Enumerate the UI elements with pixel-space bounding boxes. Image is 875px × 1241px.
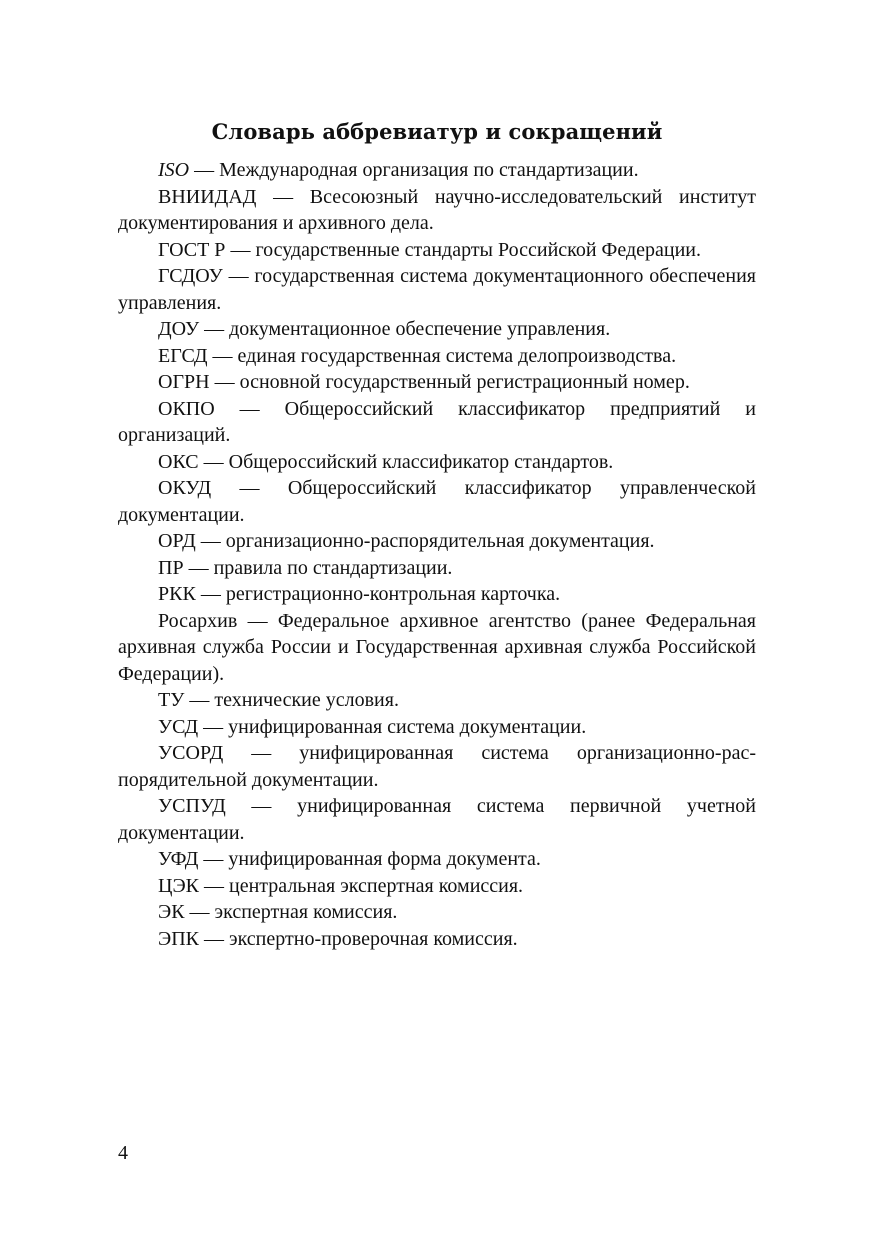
abbreviation-definition: — унифицированная система организационно-распорядительной документации. bbox=[118, 742, 756, 791]
abbreviation-definition: — унифицированная система первичной учетной документации. bbox=[118, 795, 756, 844]
list-item bbox=[118, 528, 756, 555]
abbreviation-definition: — основной государственный регистрационный номер. bbox=[209, 371, 690, 393]
list-item bbox=[118, 740, 756, 793]
abbreviation-term: ГОСТ Р bbox=[158, 238, 226, 261]
list-item bbox=[118, 237, 756, 264]
document-page bbox=[118, 115, 756, 952]
abbreviation-definition: — единая государственная система делопроизводства. bbox=[207, 344, 677, 367]
list-item bbox=[118, 899, 756, 926]
abbreviation-term: УСПУД bbox=[158, 795, 226, 817]
abbreviation-definition: — унифицированная форма документа. bbox=[198, 848, 541, 870]
list-item bbox=[118, 343, 756, 370]
abbreviation-definition: — Международная организация по стандартизации. bbox=[189, 159, 639, 181]
abbreviation-term: УФД bbox=[158, 848, 199, 870]
abbreviation-term: ПР bbox=[158, 556, 184, 579]
abbreviation-term: ОКУД bbox=[158, 477, 212, 499]
abbreviation-definition: — экспертная комиссия. bbox=[184, 901, 398, 923]
abbreviation-definition: — Общероссийский классификатор управленческой документации. bbox=[118, 477, 756, 526]
page-number: 4 bbox=[118, 1142, 128, 1164]
list-item bbox=[118, 475, 756, 528]
list-item bbox=[118, 157, 756, 184]
abbreviation-definition: — центральная экспертная комиссия. bbox=[199, 874, 524, 897]
abbreviation-definition: — Общероссийский классификатор стандартов. bbox=[198, 450, 614, 473]
list-item bbox=[118, 555, 756, 582]
abbreviation-term: УСД bbox=[158, 715, 199, 738]
abbreviation-definition: — правила по стандартизации. bbox=[183, 556, 453, 579]
abbreviation-term: ОГРН bbox=[158, 371, 210, 393]
abbreviation-term: ЕГСД bbox=[158, 344, 208, 367]
abbreviation-definition: — государственная система документационного обеспечения управления. bbox=[118, 265, 756, 314]
list-item bbox=[118, 449, 756, 476]
abbreviation-term: ОКПО bbox=[158, 397, 215, 420]
abbreviation-definition: — экспертно-проверочная комиссия. bbox=[199, 927, 518, 950]
abbreviation-definition: — Федеральное архивное агентство (ранее Федеральная архивная служба России и Государственная архивная служба Российской Федерации). bbox=[118, 609, 756, 685]
list-item bbox=[118, 581, 756, 608]
abbreviation-term: Росархив bbox=[158, 609, 238, 632]
abbreviation-definition: — Всесоюзный научно-исследовательский институт документирования и архивного дела. bbox=[118, 185, 756, 234]
abbreviation-term: ЭК bbox=[158, 901, 185, 923]
abbreviation-term: УСОРД bbox=[158, 742, 224, 764]
list-item bbox=[118, 687, 756, 714]
abbreviation-term: ЭПК bbox=[158, 927, 199, 950]
abbreviation-definition: — унифицированная система документации. bbox=[198, 715, 587, 738]
abbreviation-list bbox=[118, 157, 756, 952]
abbreviation-definition: — государственные стандарты Российской Федерации. bbox=[225, 238, 702, 261]
abbreviation-term: ОРД bbox=[158, 530, 196, 552]
list-item bbox=[118, 714, 756, 741]
abbreviation-term: ДОУ bbox=[158, 318, 200, 340]
abbreviation-term: РКК bbox=[158, 583, 196, 605]
list-item bbox=[118, 873, 756, 900]
abbreviation-term: ВНИИДАД bbox=[158, 185, 257, 208]
list-item bbox=[118, 793, 756, 846]
abbreviation-definition: — Общероссийский классификатор предприятий и организаций. bbox=[118, 397, 756, 446]
abbreviation-definition: — организационно-распорядительная документация. bbox=[195, 530, 655, 552]
abbreviation-definition: — технические условия. bbox=[184, 689, 399, 711]
list-item bbox=[118, 184, 756, 237]
list-item bbox=[118, 846, 756, 873]
abbreviation-term: ISO bbox=[158, 159, 190, 181]
list-item bbox=[118, 369, 756, 396]
abbreviation-definition: — документационное обеспечение управления. bbox=[199, 318, 611, 340]
list-item bbox=[118, 926, 756, 953]
page-title: Словарь аббревиатур и сокращений bbox=[211, 119, 663, 144]
list-item bbox=[118, 396, 756, 449]
abbreviation-term: ОКС bbox=[158, 450, 199, 473]
abbreviation-term: ТУ bbox=[158, 689, 185, 711]
list-item bbox=[118, 608, 756, 688]
list-item bbox=[118, 316, 756, 343]
list-item bbox=[118, 263, 756, 316]
abbreviation-term: ЦЭК bbox=[158, 874, 199, 897]
abbreviation-definition: — регистрационно-контрольная карточка. bbox=[195, 583, 561, 605]
abbreviation-term: ГСДОУ bbox=[158, 265, 223, 287]
